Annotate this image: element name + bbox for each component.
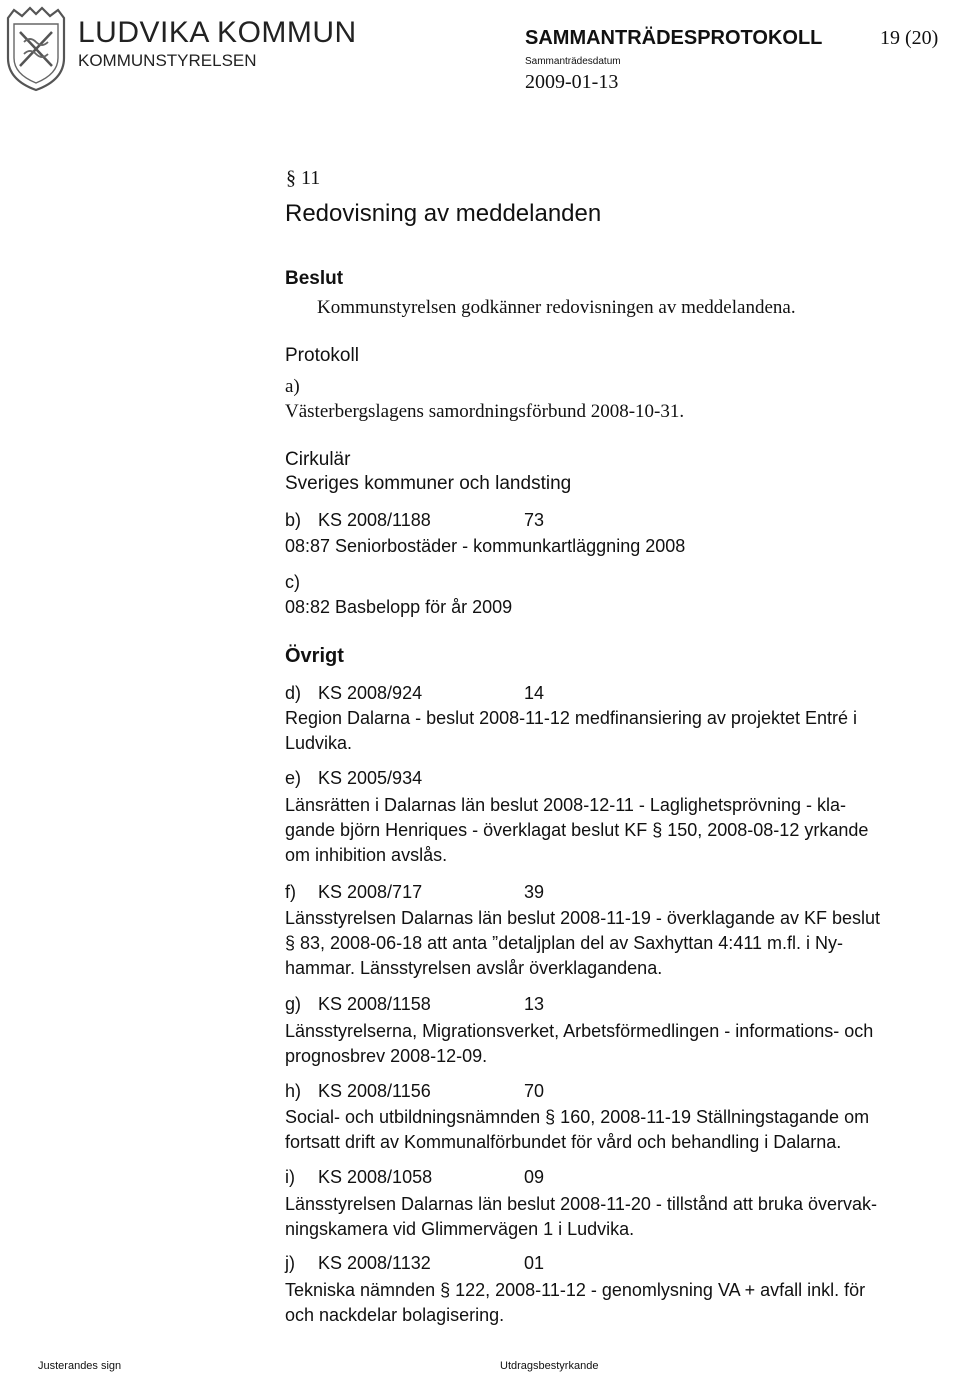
item-e-case: KS 2005/934 — [318, 768, 423, 788]
item-e-label: e) — [285, 768, 302, 788]
paragraph-number: § 11 — [286, 167, 321, 189]
item-h-case: KS 2008/1156 — [318, 1081, 431, 1101]
document-type: SAMMANTRÄDESPROTOKOLL — [525, 27, 823, 49]
item-h-label: h) — [285, 1081, 302, 1101]
footer-utdragsbestyrkande: Utdragsbestyrkande — [500, 1360, 599, 1372]
item-j-text: Tekniska nämnden § 122, 2008-11-12 - genomlysning VA + avfall inkl. för och nackdelar bolagisering. — [285, 1280, 866, 1325]
municipality-name: LUDVIKA KOMMUN — [78, 16, 357, 49]
item-g-text: Länsstyrelserna, Migrationsverket, Arbetsförmedlingen - informations- och prognosbrev 2008-12-09. — [285, 1021, 874, 1066]
section-title: Redovisning av meddelanden — [285, 200, 602, 227]
item-b-text: 08:87 Seniorbostäder - kommunkartläggning 2008 — [285, 536, 686, 556]
beslut-heading: Beslut — [285, 268, 344, 289]
meeting-date: 2009-01-13 — [525, 71, 619, 93]
item-a-label: a) — [285, 376, 300, 397]
cirkular-heading: Cirkulär — [285, 449, 351, 470]
item-f-text: Länsstyrelsen Dalarnas län beslut 2008-11-19 - överklagande av KF beslut § 83, 2008-06-18 att anta ”detaljplan del av Saxhyttan 4:411 m.fl. i Ny- hammar. Länsstyrelsen avslår överklagandena. — [285, 908, 881, 978]
item-g-case: KS 2008/1158 — [318, 994, 431, 1014]
footer-justerandes-sign: Justerandes sign — [38, 1360, 122, 1372]
date-label: Sammanträdesdatum — [525, 56, 621, 67]
item-f-number: 39 — [524, 882, 545, 902]
page-number: 19 (20) — [880, 27, 939, 49]
item-i-text: Länsstyrelsen Dalarnas län beslut 2008-11-20 - tillstånd att bruka övervak- ningskamera vid Glimmervägen 1 i Ludvika. — [285, 1194, 877, 1239]
item-c-text: 08:82 Basbelopp för år 2009 — [285, 597, 513, 617]
item-d-number: 14 — [524, 683, 545, 703]
ovrigt-heading: Övrigt — [285, 645, 344, 667]
item-e-text: Länsrätten i Dalarnas län beslut 2008-12-11 - Laglighetsprövning - kla- gande björn Henriques - överklagat beslut KF § 150, 2008-08-12 yrkande om inhibition avslås. — [285, 795, 869, 865]
item-i-number: 09 — [524, 1167, 545, 1187]
item-g-number: 13 — [524, 994, 545, 1014]
item-h-number: 70 — [524, 1081, 545, 1101]
protokoll-heading: Protokoll — [285, 345, 359, 366]
item-j-label: j) — [285, 1253, 295, 1273]
item-h-text: Social- och utbildningsnämnden § 160, 2008-11-19 Ställningstagande om fortsatt drift av Kommunalförbundet för vård och behandling i Dalarna. — [285, 1107, 870, 1152]
item-c-label: c) — [285, 572, 300, 592]
coat-of-arms-logo — [4, 6, 68, 92]
item-b-label: b) — [285, 510, 302, 530]
item-g-label: g) — [285, 994, 302, 1014]
beslut-text: Kommunstyrelsen godkänner redovisningen av meddelandena. — [317, 297, 796, 318]
item-j-number: 01 — [524, 1253, 545, 1273]
item-d-label: d) — [285, 683, 302, 703]
cirkular-subheading: Sveriges kommuner och landsting — [285, 473, 572, 494]
item-i-label: i) — [285, 1167, 295, 1187]
board-name: KOMMUNSTYRELSEN — [78, 51, 257, 70]
item-b-case: KS 2008/1188 — [318, 510, 431, 530]
item-j-case: KS 2008/1132 — [318, 1253, 431, 1273]
item-d-case: KS 2008/924 — [318, 683, 423, 703]
item-f-case: KS 2008/717 — [318, 882, 423, 902]
item-d-text: Region Dalarna - beslut 2008-11-12 medfinansiering av projektet Entré i Ludvika. — [285, 708, 857, 753]
item-a-text: Västerbergslagens samordningsförbund 2008-10-31. — [285, 401, 685, 422]
item-b-number: 73 — [524, 510, 545, 530]
item-f-label: f) — [285, 882, 296, 902]
item-i-case: KS 2008/1058 — [318, 1167, 433, 1187]
